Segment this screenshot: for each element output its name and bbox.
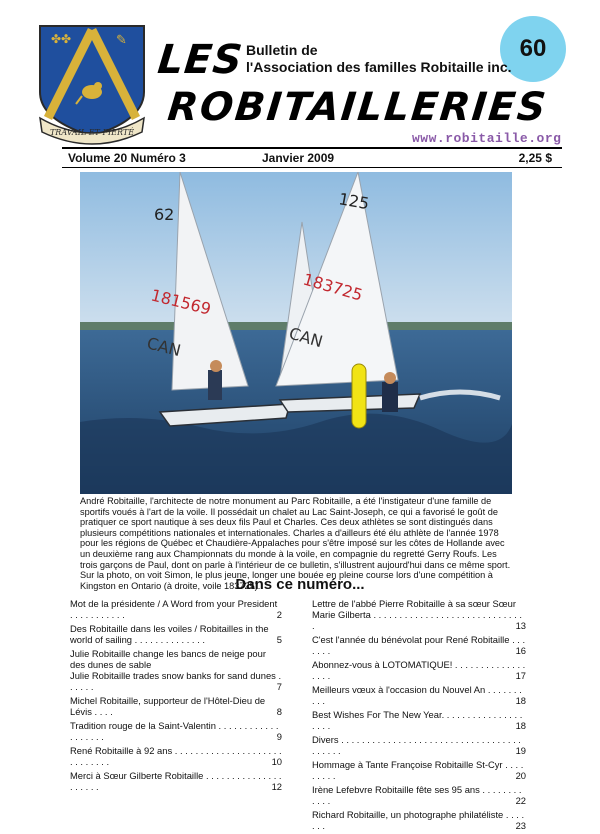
- toc-item-page: 8: [276, 706, 282, 717]
- volume-label: Volume 20 Numéro 3: [68, 151, 186, 165]
- masthead-title: ROBITAILLERIES: [165, 85, 550, 130]
- toc-right-column: [312, 598, 526, 834]
- issue-price: 2,25 $: [518, 151, 552, 165]
- toc-item-page: 5: [276, 634, 282, 645]
- sail-country-left: CAN: [145, 333, 183, 361]
- toc-item-page: 23: [515, 820, 526, 831]
- photo-caption: André Robitaille, l'architecte de notre monument au Parc Robitaille, a été l'instigateur d'une famille de sportifs voués à l'art de la voile. Il possédait un chalet au Lac Saint-Joseph, ce qui a favorisé le goût de pratiquer ce sport nautique à ses deux fils Paul et Charles. Ces deux athlètes se sont distingués dans plusieurs compétitions nationales et internationales. Charles a d'ailleurs été élu athlète de l'année 1978 pour les régions de Québec et Chaudière-Appalaches pour s'être imposé sur les côtes de Hollande avec un deuxième rang aux Championnats du monde à la voile, en compagnie du regretté Gerry Roufs. Les trois garçons de Paul, dont on parle à l'intérieur de ce bulletin, s'illustrent aujourd'hui dans ce même sport. Sur la photo, on voit Simon, le plus jeune, longer une bouée en pleine course lors d'une compétition à Kingston en Ontario (à droite, voile 183725).: [80, 496, 511, 591]
- toc-item-title: Julie Robitaille trades snow banks for sand dunes . . . . . .: [70, 670, 282, 692]
- toc-item-page: 9: [276, 731, 282, 742]
- toc-item-page: 2: [276, 609, 282, 620]
- toc-item[interactable]: [312, 659, 526, 681]
- toc-item-page: 19: [515, 745, 526, 756]
- toc-item-page: 7: [276, 681, 282, 692]
- toc-item[interactable]: [70, 695, 282, 717]
- toc-item[interactable]: [70, 720, 282, 742]
- toc-item-title: C'est l'année du bénévolat pour René Robitaille . . . . . . .: [312, 634, 526, 656]
- toc-item-title: Richard Robitaille, un photographe philatéliste . . . . . . .: [312, 809, 525, 831]
- toc-title: Dans ce numéro...: [235, 576, 365, 593]
- toc-item-page: 13: [515, 620, 526, 631]
- sail-number-183725: 183725: [300, 269, 365, 305]
- svg-text:✤✤: ✤✤: [51, 32, 72, 46]
- subtitle-line-2: l'Association des familles Robitaille inc.: [246, 59, 512, 75]
- toc-item-title: Des Robitaille dans les voiles / Robitailles in the world of sailing . . . . . . . . . . . . . .: [70, 623, 269, 645]
- toc-left-column: [70, 598, 282, 795]
- toc-item[interactable]: [312, 634, 526, 656]
- toc-item[interactable]: [70, 648, 282, 670]
- sail-number-62: 62: [154, 205, 175, 224]
- sail-number-125: 125: [337, 189, 371, 214]
- website-link[interactable]: www.robitaille.org: [412, 131, 562, 146]
- toc-item-title: Meilleurs vœux à l'occasion du Nouvel An . . . . . . . . . .: [312, 684, 522, 706]
- toc-item-page: 16: [515, 645, 526, 656]
- svg-text:✎: ✎: [116, 33, 127, 48]
- toc-item-page: 18: [515, 720, 526, 731]
- sail-country-right: CAN: [286, 323, 325, 352]
- toc-item[interactable]: [70, 745, 282, 767]
- toc-item[interactable]: [312, 709, 526, 731]
- toc-item-title: Mot de la présidente / A Word from your President . . . . . . . . . . .: [70, 598, 278, 620]
- toc-item[interactable]: [70, 598, 282, 620]
- toc-item-page: 18: [515, 695, 526, 706]
- toc-item-title: Michel Robitaille, supporteur de l'Hôtel-Dieu de Lévis . . . .: [70, 695, 266, 717]
- toc-item-page: 10: [271, 756, 282, 767]
- toc-item-title: Lettre de l'abbé Pierre Robitaille à sa sœur Sœur Marie Gilberta . . . . . . . . . . . . . . . . . . . . . . . . . . . . . .: [312, 598, 522, 631]
- toc-item[interactable]: [312, 684, 526, 706]
- toc-item-title: Tradition rouge de la Saint-Valentin . . . . . . . . . . . . . . . . . . .: [70, 720, 279, 742]
- coat-of-arms-logo: [34, 22, 150, 148]
- toc-item-title: Divers . . . . . . . . . . . . . . . . . . . . . . . . . . . . . . . . . . . . . . . . .: [312, 734, 521, 756]
- toc-item-page: 17: [515, 670, 526, 681]
- toc-item[interactable]: [312, 598, 526, 631]
- toc-item-title: Abonnez-vous à LOTOMATIQUE! . . . . . . . . . . . . . . . . . .: [312, 659, 526, 681]
- sail-number-181569: 181569: [149, 285, 213, 319]
- toc-item-title: Hommage à Tante Françoise Robitaille St-Cyr . . . . . . . . .: [312, 759, 524, 781]
- bottom-divider: [62, 167, 562, 168]
- toc-item[interactable]: [70, 770, 282, 792]
- masthead-les: LES: [155, 37, 246, 83]
- toc-item-title: Irène Lefebvre Robitaille fête ses 95 ans . . . . . . . . . . . .: [312, 784, 522, 806]
- toc-item[interactable]: [70, 670, 282, 692]
- top-divider: [62, 147, 562, 149]
- toc-item[interactable]: [312, 784, 526, 806]
- issue-number-badge: 60: [500, 16, 566, 82]
- toc-item-title: René Robitaille à 92 ans . . . . . . . . . . . . . . . . . . . . . . . . . . . . .: [70, 745, 282, 767]
- subtitle-line-1: Bulletin de: [246, 42, 318, 58]
- toc-item-title: Julie Robitaille change les bancs de neige pour des dunes de sable: [70, 648, 266, 670]
- toc-item[interactable]: [70, 623, 282, 645]
- masthead-subtitle: [246, 42, 512, 76]
- toc-item[interactable]: [312, 759, 526, 781]
- toc-item[interactable]: [312, 809, 526, 831]
- toc-item-title: Best Wishes For The New Year. . . . . . . . . . . . . . . . . . . .: [312, 709, 523, 731]
- sailing-photo: [80, 172, 512, 494]
- issue-date: Janvier 2009: [262, 151, 335, 165]
- issue-info-bar: [62, 151, 562, 165]
- toc-item-page: 22: [515, 795, 526, 806]
- toc-item-page: 20: [515, 770, 526, 781]
- toc-item-page: 12: [271, 781, 282, 792]
- toc-item-title: Merci à Sœur Gilberte Robitaille . . . . . . . . . . . . . . . . . . . . .: [70, 770, 282, 792]
- toc-item[interactable]: [312, 734, 526, 756]
- svg-text:TRAVAIL ET FIERTÉ: TRAVAIL ET FIERTÉ: [49, 128, 135, 137]
